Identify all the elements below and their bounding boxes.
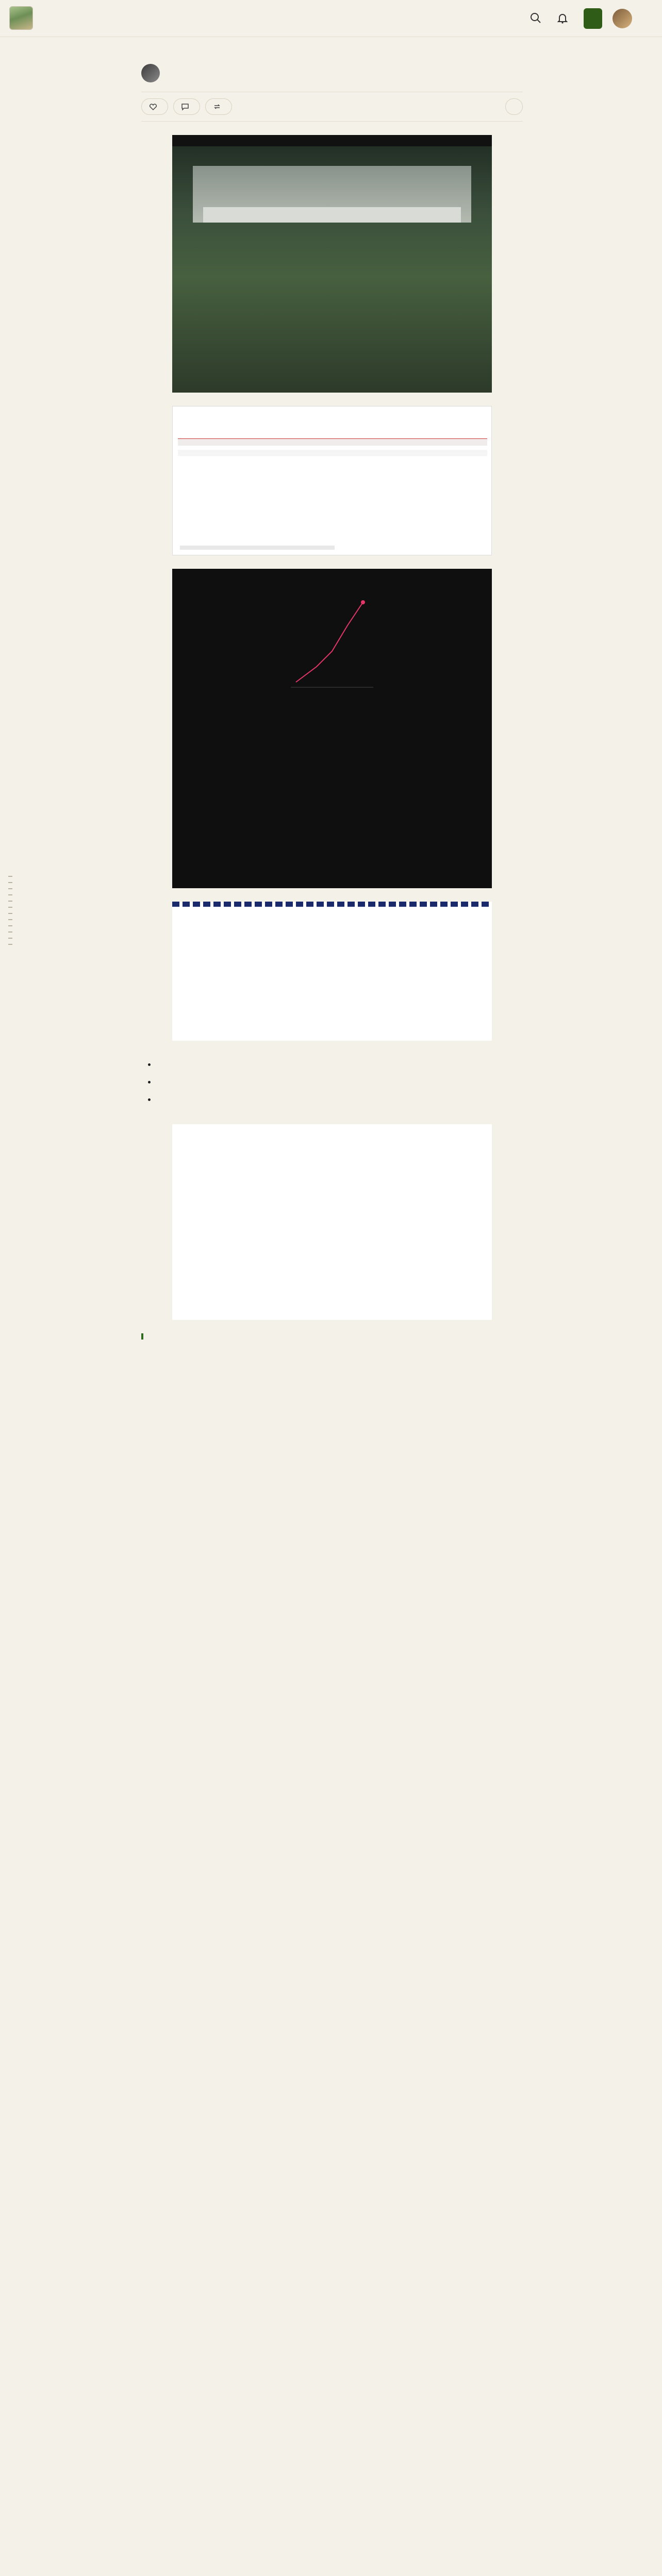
subscribe-button[interactable]: [584, 8, 602, 29]
restack-button[interactable]: [205, 98, 232, 115]
economic-times-screenshot[interactable]: [172, 406, 492, 555]
figure-ai-data-centers: [172, 902, 492, 1041]
user-avatar[interactable]: [613, 9, 632, 28]
figure-economic-times: [172, 406, 492, 555]
site-logo[interactable]: [9, 6, 33, 30]
byline: [141, 64, 523, 82]
share-button[interactable]: [505, 98, 523, 115]
comment-icon: [181, 103, 189, 111]
ai-data-centers-screenshot[interactable]: [172, 902, 492, 1041]
article: [141, 52, 523, 1340]
bill-survey-chart[interactable]: [172, 1124, 492, 1320]
figure-bill-survey: [172, 1124, 492, 1322]
block-quote: [141, 1333, 523, 1340]
post-actions: [141, 92, 523, 122]
figure-bloomberg: [172, 569, 492, 888]
restack-icon: [213, 103, 221, 111]
bloomberg-line-chart: [286, 589, 378, 692]
list-item: [157, 1076, 523, 1089]
like-button[interactable]: [141, 98, 168, 115]
assumptions-list: [141, 1058, 523, 1107]
list-item: [157, 1093, 523, 1107]
figure-nyt: [172, 135, 492, 393]
author-avatar[interactable]: [141, 64, 160, 82]
nyt-screenshot[interactable]: [172, 135, 492, 393]
heart-icon: [149, 103, 157, 111]
list-item: [157, 1058, 523, 1072]
top-bar: [0, 0, 662, 37]
table-of-contents-indicator[interactable]: [8, 876, 12, 945]
comment-button[interactable]: [173, 98, 200, 115]
search-icon[interactable]: [529, 11, 542, 25]
bloomberg-screenshot[interactable]: [172, 569, 492, 888]
notifications-icon[interactable]: [556, 11, 569, 25]
